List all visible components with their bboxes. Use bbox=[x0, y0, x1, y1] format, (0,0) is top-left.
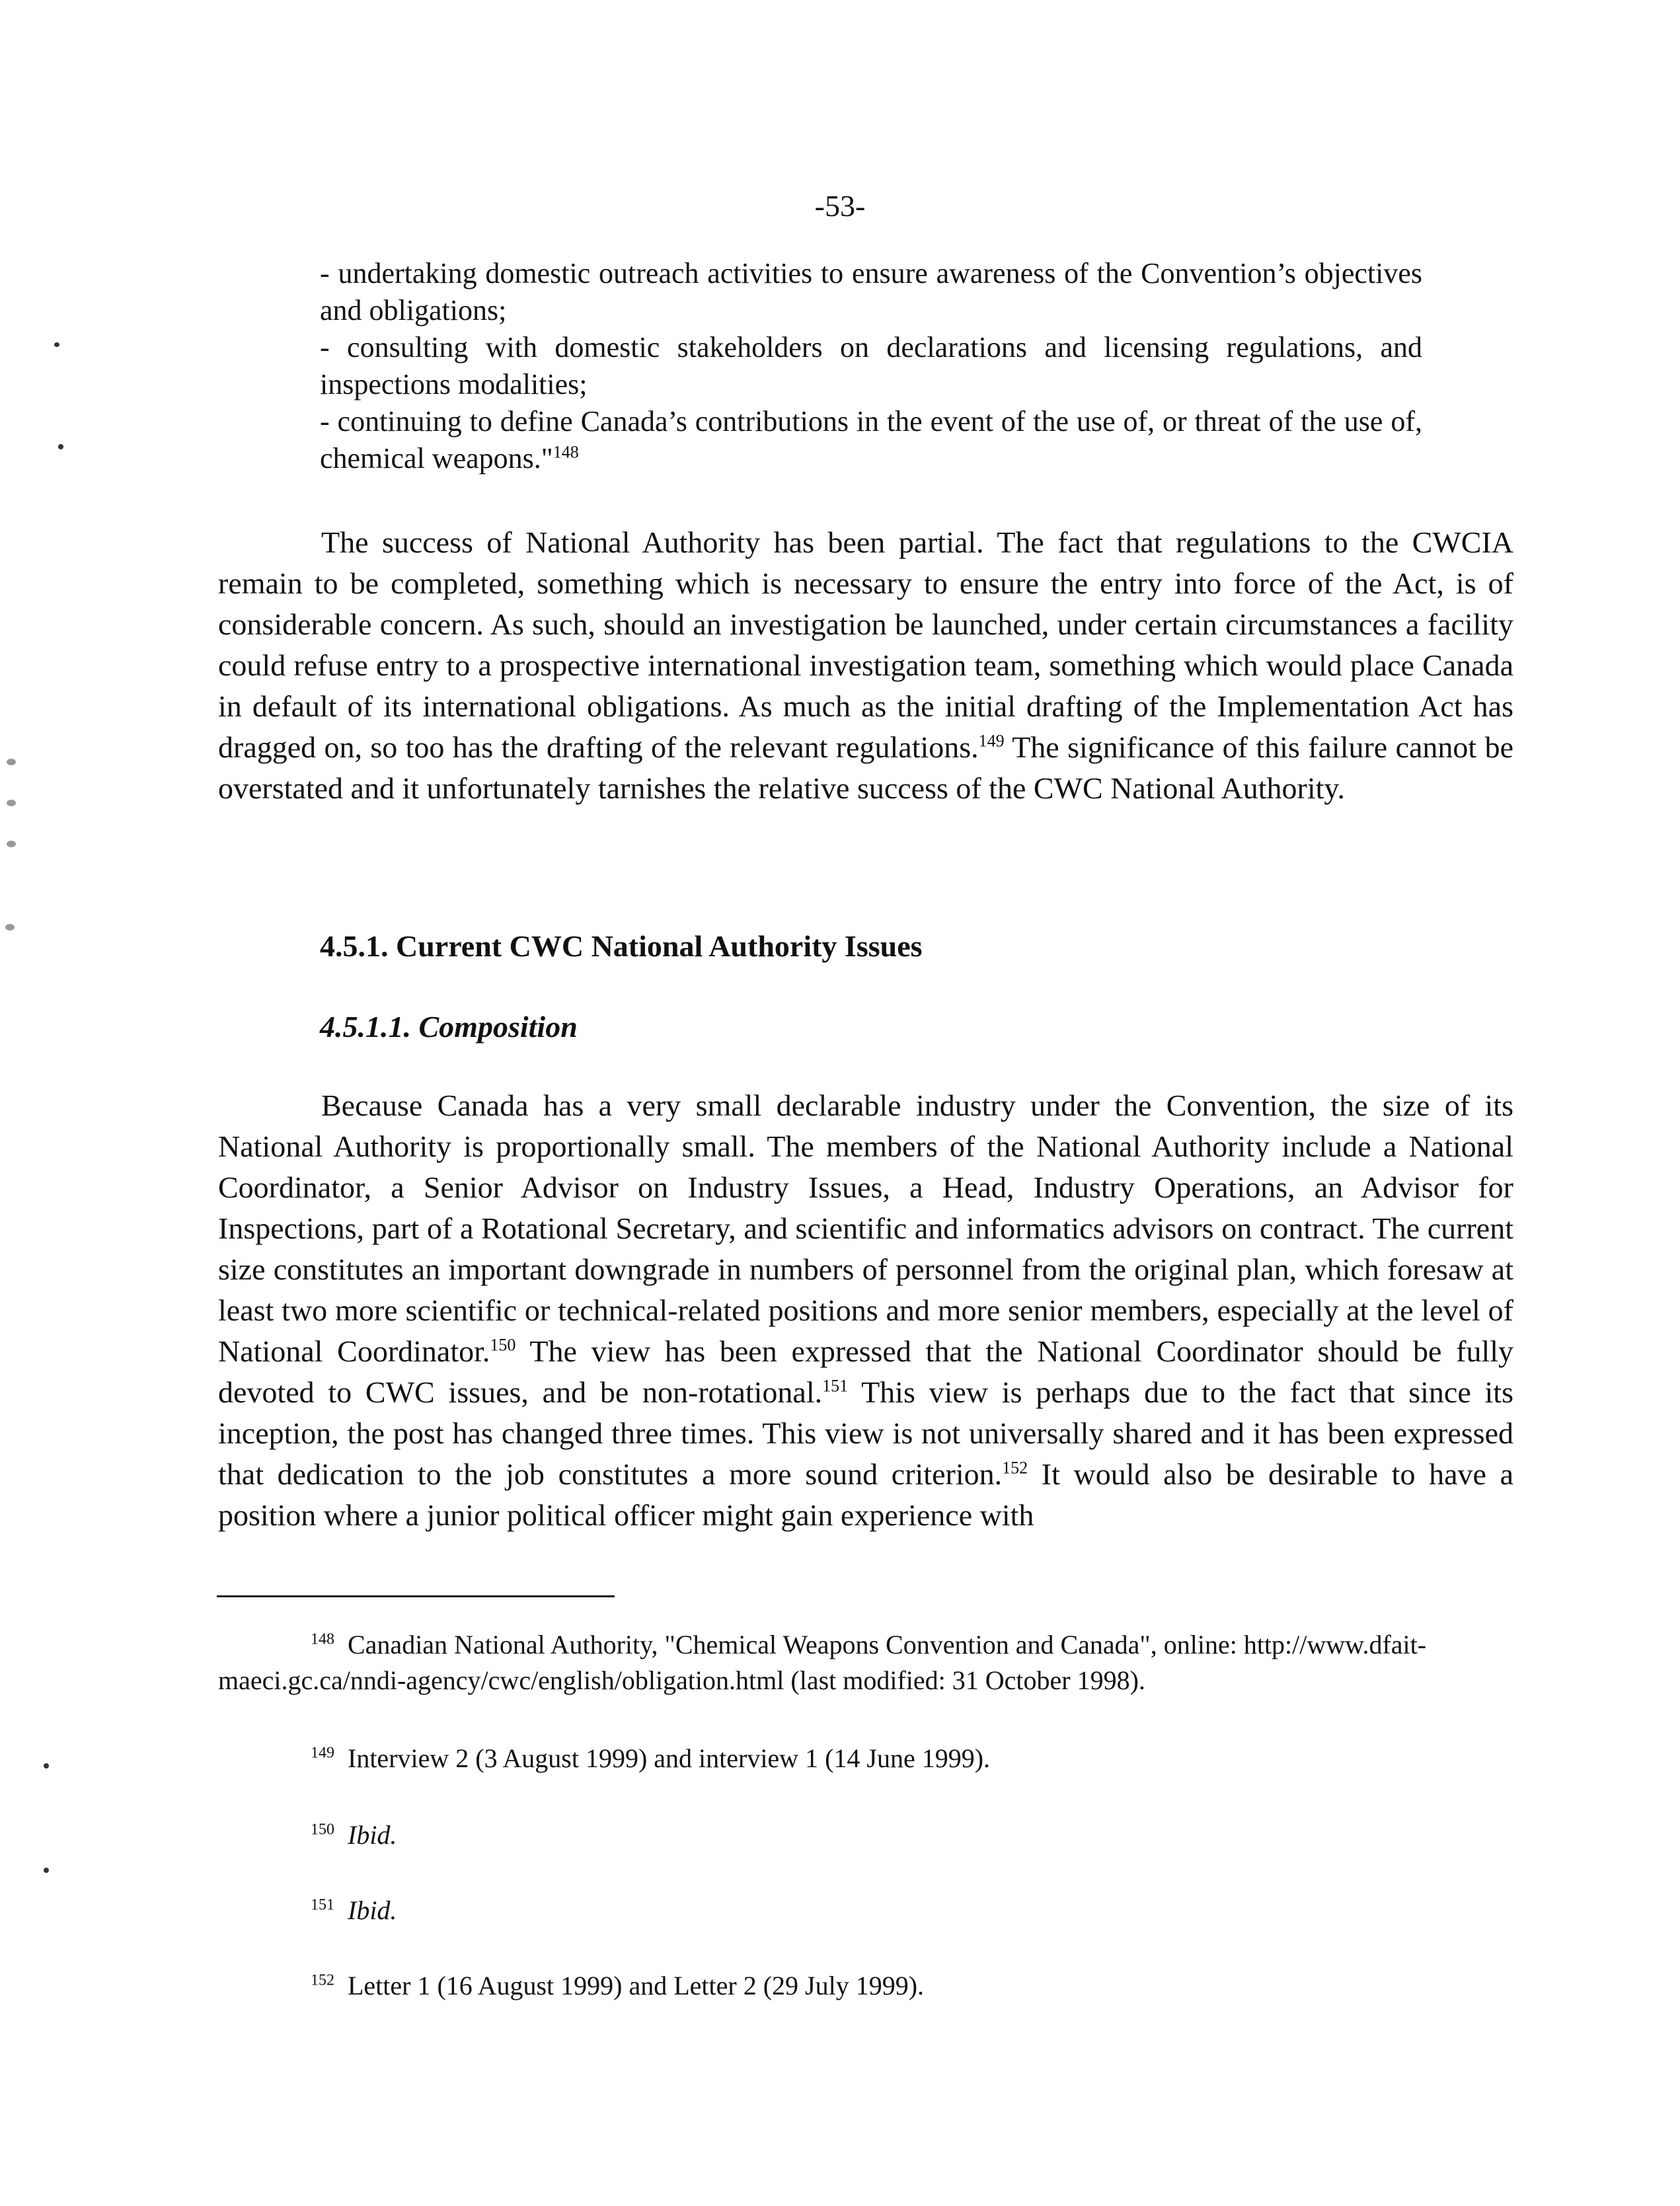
footnote-ref: 150 bbox=[490, 1335, 516, 1355]
scan-speck bbox=[7, 800, 16, 806]
scan-speck bbox=[58, 444, 63, 449]
scan-speck bbox=[44, 1868, 49, 1873]
scan-speck bbox=[7, 841, 16, 847]
bullet-list bbox=[320, 255, 1422, 477]
footnote-ref: 149 bbox=[978, 731, 1005, 751]
footnote-ref: 148 bbox=[553, 442, 579, 462]
footnote-text: Ibid. bbox=[348, 1820, 397, 1850]
bullet-text: - continuing to define Canada’s contributions in the event of the use of, or threat of the use of, chemical weapons." bbox=[320, 405, 1422, 475]
body-paragraph bbox=[218, 522, 1513, 809]
scan-speck bbox=[44, 1763, 49, 1769]
footnote-text: Interview 2 (3 August 1999) and interview 1 (14 June 1999). bbox=[348, 1743, 991, 1773]
footnote bbox=[218, 1817, 397, 1853]
paragraph-text: The significance of this failure cannot be overstated and it unfortunately tarnishes the relative success of the CWC National Authority. bbox=[218, 730, 1513, 805]
scan-speck bbox=[5, 924, 15, 931]
paragraph-text: The view has been expressed that the National Coordinator should be fully devoted to CWC issues, and be non-rotational. bbox=[218, 1334, 1514, 1409]
footnote bbox=[218, 1968, 924, 2004]
footnote-separator bbox=[217, 1595, 615, 1597]
paragraph-text: Because Canada has a very small declarable industry under the Convention, the size of its National Authority is proportionally small. The members of the National Authority include a National Coordinator, a Senior Advisor on Industry Issues, a Head, Industry Operations, an Advisor for Inspections, part of a Rotational Secretary, and scientific and informatics advisors on contract. The current size constitutes an important downgrade in numbers of personnel from the original plan, which foresaw at least two more scientific or technical-related positions and more senior members, especially at the level of National Coordinator. bbox=[218, 1088, 1513, 1368]
footnote-number: 150 bbox=[311, 1821, 334, 1839]
page-number: -53- bbox=[814, 189, 866, 223]
paragraph-text: This view is perhaps due to the fact that since its inception, the post has changed three times. This view is not universally shared and it has been expressed that dedication to the job constitutes a more sound criterion. bbox=[218, 1375, 1513, 1491]
scan-speck bbox=[7, 759, 16, 765]
footnote-number: 151 bbox=[311, 1896, 334, 1914]
footnote-text: Letter 1 (16 August 1999) and Letter 2 (29 July 1999). bbox=[348, 1971, 925, 2000]
bullet-item bbox=[320, 329, 1422, 403]
footnote-number: 152 bbox=[311, 1971, 334, 1989]
section-heading: 4.5.1. Current CWC National Authority Issues bbox=[320, 929, 923, 963]
scan-speck bbox=[54, 342, 59, 347]
footnote bbox=[218, 1893, 397, 1928]
bullet-item bbox=[320, 255, 1422, 329]
bullet-text: - consulting with domestic stakeholders on declarations and licensing regulations, and inspections modalities; bbox=[320, 331, 1422, 400]
footnote bbox=[218, 1627, 1513, 1698]
subsection-heading: 4.5.1.1. Composition bbox=[320, 1010, 578, 1044]
paragraph-text: It would also be desirable to have a position where a junior political officer might gain experience with bbox=[218, 1457, 1513, 1532]
body-paragraph bbox=[218, 1085, 1513, 1536]
footnote bbox=[218, 1741, 990, 1776]
footnote-text: Ibid. bbox=[348, 1895, 397, 1925]
bullet-item bbox=[320, 403, 1422, 477]
paragraph-text: The success of National Authority has been partial. The fact that regulations to the CWCIA remain to be completed, something which is necessary to ensure the entry into force of the Act, is of considerable concern. As such, should an investigation be launched, under certain circumstances a facility could refuse entry to a prospective international investigation team, something which would place Canada in default of its international obligations. As much as the initial drafting of the Implementation Act has dragged on, so too has the drafting of the relevant regulations. bbox=[218, 525, 1513, 764]
footnote-number: 148 bbox=[311, 1630, 334, 1648]
footnote-number: 149 bbox=[311, 1744, 334, 1762]
footnote-ref: 152 bbox=[1002, 1458, 1028, 1478]
bullet-text: - undertaking domestic outreach activities to ensure awareness of the Convention’s objectives and obligations; bbox=[320, 257, 1422, 326]
footnote-ref: 151 bbox=[822, 1376, 849, 1396]
footnote-text: Canadian National Authority, "Chemical Weapons Convention and Canada", online: http://www.dfait-maeci.gc.ca/nndi-agency/cwc/english/obligation.html (last modified: 31 October 1998). bbox=[218, 1630, 1427, 1695]
